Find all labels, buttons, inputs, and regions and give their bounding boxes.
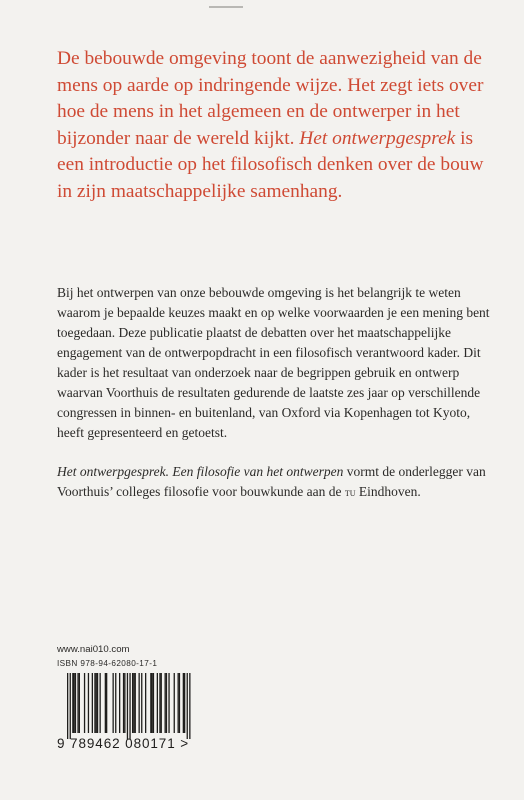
barcode-bar [141,673,142,733]
barcode-bar [139,673,140,733]
barcode-bar [184,673,185,733]
intro-blurb [57,46,497,206]
barcode-bar [153,673,154,733]
barcode-bar [166,673,167,733]
barcode-bar [70,673,71,739]
intro-text-start: De bebouwde omgeving toont de aanwezigheid van de mens op aarde op indringende wijze. Het zegt iets over hoe de mens in het algemeen en de ontwerper in het bijzonder naar de wereld kijkt. [57,48,484,149]
publisher-url[interactable]: www.nai010.com [57,644,130,655]
barcode-bar [157,673,158,733]
barcode-bar [168,673,169,733]
description-paragraph-2 [57,462,497,502]
barcode-bar [96,673,97,733]
description-paragraph-1: Bij het ontwerpen van onze bebouwde omgeving is het belangrijk te weten waarom je bepaalde keuzes maakt en op welke voorwaarden je een mening bent toegedaan. Deze publicatie plaatst de debatten over het maatschappelijke engagement van de ontwerpopdracht in een filosofisch verantwoord kader. Dit kader is het resultaat van onderzoek naar de begrippen gebruik en ontwerp waarvan Voorthuis de resultaten gedurende de laatste zes jaar op verschillende congressen in binnen- en buitenland, van Oxford via Kopenhagen tot Kyoto, heeft gepresenteerd en getoetst. [57,285,490,440]
barcode-bar [179,673,180,733]
barcode-bar [127,673,128,739]
barcode-digits: 9 789462 080171 > [57,736,190,751]
university-abbreviation: tu [344,485,356,499]
barcode-block [57,673,197,739]
intro-book-title: Het ontwerpgesprek [299,127,456,149]
intro-paragraph [57,46,497,206]
barcode-bar [178,673,179,733]
barcode-bar [77,673,78,733]
barcode-bar [97,673,98,733]
barcode-bar [159,673,160,733]
isbn-label: ISBN 978-94-62080-17-1 [57,659,158,668]
barcode-bar [79,673,80,733]
barcode-bar [161,673,162,733]
barcode-icon [57,673,197,739]
barcode-bar [135,673,136,733]
barcode-bar [187,673,188,739]
barcode-bar [165,673,166,733]
paragraph-2-end: Eindhoven. [355,484,421,499]
barcode-bar [92,673,93,733]
barcode-bar [88,673,89,733]
book-full-title: Het ontwerpgesprek. Een filosofie van het ontwerpen [57,464,344,479]
barcode-bar [115,673,116,733]
barcode-bar [119,673,120,733]
intro-text-end: is een introductie op het filosofisch denken over de bouw in zijn maatschappelijke samenhang. [57,127,484,202]
barcode-bar [72,673,73,733]
barcode-bar [75,673,76,733]
description [57,283,497,502]
barcode-bar [145,673,146,733]
barcode-bar [84,673,85,733]
barcode-bar [100,673,101,733]
paragraph-2-text: vormt de onderlegger van Voorthuis’ colleges filosofie voor bouwkunde aan de [57,464,486,499]
barcode-bar [189,673,190,739]
barcode-bar [74,673,75,733]
barcode-bar [174,673,175,733]
barcode-bar [67,673,68,739]
barcode-bar [152,673,153,733]
barcode-bar [132,673,133,733]
barcode-bar [129,673,130,739]
barcode-bar [106,673,107,733]
barcode-bar [123,673,124,733]
barcode-bar [94,673,95,733]
barcode-bar [124,673,125,733]
barcode-bar [133,673,134,733]
barcode-bar [113,673,114,733]
barcode-bar [105,673,106,733]
barcode-bar [183,673,184,733]
barcode-bar [150,673,151,733]
top-edge-mark [209,6,243,8]
